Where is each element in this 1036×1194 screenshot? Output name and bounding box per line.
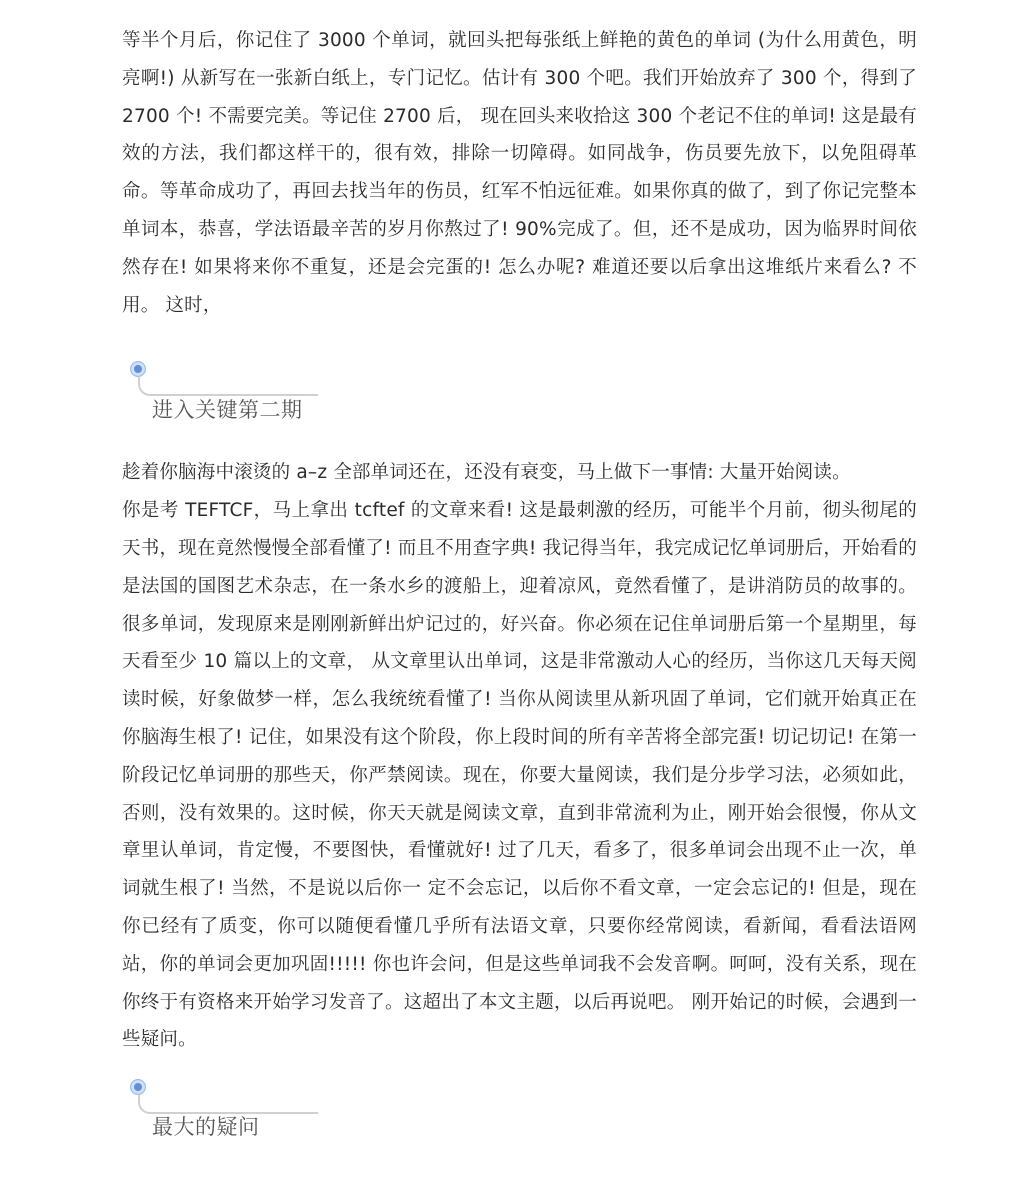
heading-title: 进入关键第二期 [152, 398, 303, 423]
pin-circle-icon [130, 361, 146, 377]
paragraph-memorize-words: 等半个月后，你记住了 3000 个单词，就回头把每张纸上鲜艳的黄色的单词 (为什么用黄色，明亮啊!) 从新写在一张新白纸上，专门记忆。估计有 300 个吧。我们开始放弃了 300 个，得到了 2700 个! 不需要完美。等记住 2700 后， 现在回头来收拾这 300 个老记不住的单词! 这是最有效的方法，我们都这样干的，很有效，排除一切障碍。如同战争，伤员要先放下，以免阻碍革命。等革命成功了，再回去找当年的伤员，红军不怕远征难。如果你真的做了，到了你记完整本单词本，恭喜，学法语最辛苦的岁月你熬过了! 90%完成了。但，还不是成功，因为临界时间依然存在! 如果将来你不重复，还是会完蛋的! 怎么办呢? 难道还要以后拿出这堆纸片来看么? 不用。 这时， [122, 30, 917, 316]
article-body [122, 22, 917, 1169]
pin-circle-icon [130, 1079, 146, 1095]
paragraph-reading-phase: 你是考 TEFTCF，马上拿出 tcftef 的文章来看! 这是最刺激的经历，可能半个月前，彻头彻尾的天书，现在竟然慢慢全部看懂了! 而且不用查字典! 我记得当年，我完成记忆单词册后，开始看的是法国的国图艺术杂志，在一条水乡的渡船上，迎着凉风，竟然看懂了，是讲消防员的故事的。很多单词，发现原来是刚刚新鲜出炉记过的，好兴奋。你必须在记住单词册后第一个星期里，每天看至少 10 篇以上的文章， 从文章里认出单词，这是非常激动人心的经历，当你这几天每天阅读时候，好象做梦一样，怎么我统统看懂了! 当你从阅读里从新巩固了单词，它们就开始真正在你脑海生根了! 记住，如果没有这个阶段，你上段时间的所有辛苦将全部完蛋! 切记切记! 在第一阶段记忆单词册的那些天，你严禁阅读。现在，你要大量阅读，我们是分步学习法，必须如此，否则，没有效果的。这时候，你天天就是阅读文章，直到非常流利为止，刚开始会很慢，你从文章里认单词，肯定慢，不要图快，看懂就好! 过了几天，看多了，很多单词会出现不止一次，单词就生根了! 当然，不是说以后你一 定不会忘记，以后你不看文章，一定会忘记的! 但是，现在你已经有了质变，你可以随便看懂几乎所有法语文章，只要你经常阅读，看新闻，看看法语网站，你的单词会更加巩固!!!!! 你也许会问，但是这些单词我不会发音啊。呵呵，没有关系，现在你终于有资格来开始学习发音了。这超出了本文主题，以后再说吧。 刚开始记的时候，会遇到一些疑问。 [122, 500, 917, 1051]
heading-connector-line [138, 376, 318, 396]
heading-title: 最大的疑问 [152, 1115, 260, 1140]
section-heading-second-phase [122, 324, 917, 454]
section-heading-biggest-question [122, 1059, 917, 1169]
paragraph-start-reading: 趁着你脑海中滚烫的 a–z 全部单词还在，还没有衰变，马上做下一事情: 大量开始阅读。 [122, 462, 851, 484]
